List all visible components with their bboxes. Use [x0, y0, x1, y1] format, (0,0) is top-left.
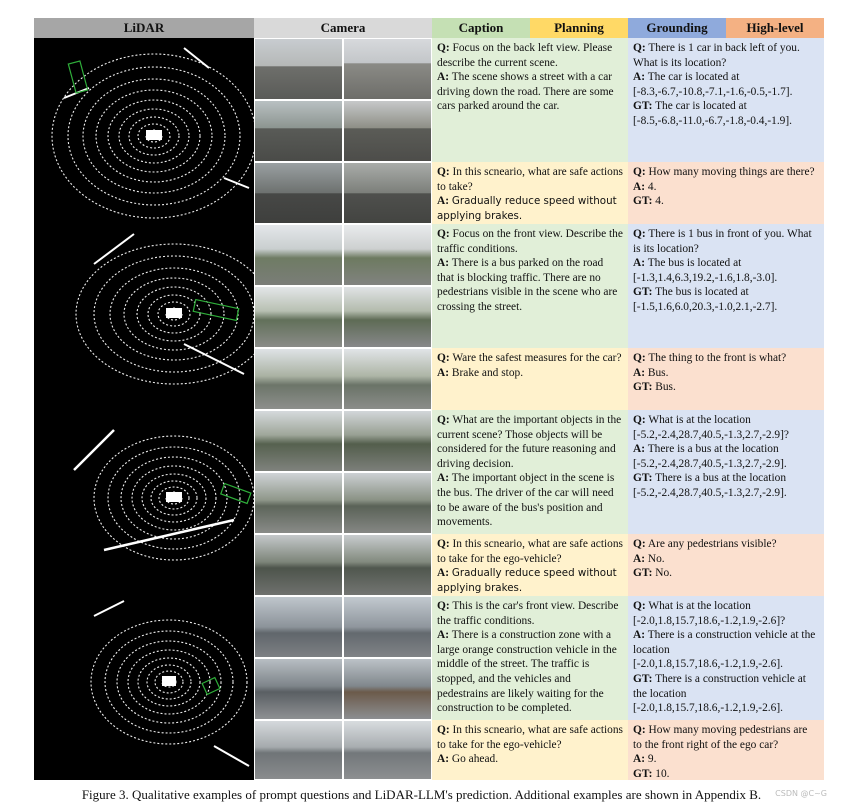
- camera-image: [254, 410, 343, 472]
- answer-text: The car is located at [-8.3,-6.7,-10.8,-7.1,-1.6,-0.5,-1.7].: [633, 71, 793, 98]
- question-label: Q:: [633, 724, 646, 736]
- caption-cell: [432, 596, 628, 720]
- ground-truth-label: GT:: [633, 567, 653, 580]
- planning-cell: [432, 348, 628, 410]
- planning-cell: [432, 720, 628, 780]
- header-highlevel: High-level: [726, 18, 824, 38]
- answer-text: 9.: [647, 753, 657, 766]
- lidar-panel-3: [34, 410, 254, 596]
- question-label: Q:: [437, 600, 450, 612]
- question-label: Q:: [437, 538, 450, 550]
- question-text: The thing to the front is what?: [648, 352, 787, 364]
- ground-truth-text: There is a bus at the location [-5.2,-2.4,28.7,40.5,-1.3,2.7,-2.9].: [633, 472, 787, 499]
- grounding-cell: [628, 224, 824, 348]
- question-label: Q:: [437, 166, 450, 178]
- lidar-scan-icon: [34, 38, 254, 224]
- lidar-scan-icon: [34, 410, 254, 596]
- camera-image: [343, 224, 432, 286]
- answer-label: A:: [437, 71, 450, 84]
- answer-text: Gradually reduce speed without applying brakes.: [437, 567, 617, 594]
- ground-truth-label: GT:: [633, 381, 653, 394]
- ground-truth-text: The car is located at [-8.5,-6.8,-11.0,-6.7,-1.8,-0.4,-1.9].: [633, 100, 793, 127]
- header-lidar: LiDAR: [34, 18, 254, 38]
- camera-image: [254, 472, 343, 534]
- question-label: Q:: [633, 414, 646, 426]
- camera-image: [343, 286, 432, 348]
- question-text: There is 1 bus in front of you. What is its location?: [633, 228, 812, 255]
- question-text: What is at the location [-5.2,-2.4,28.7,40.5,-1.3,2.7,-2.9]?: [633, 414, 789, 441]
- camera-image: [254, 534, 343, 596]
- answer-label: A:: [633, 753, 646, 766]
- lidar-panel-4: [34, 596, 254, 780]
- caption-cell: [432, 410, 628, 534]
- answer-text: The scene shows a street with a car driving down the road. There are some cars parked around the car.: [437, 71, 614, 113]
- camera-image: [343, 472, 432, 534]
- question-label: Q:: [633, 352, 646, 364]
- question-label: Q:: [437, 42, 450, 54]
- question-text: Focus on the back left view. Please describe the current scene.: [437, 42, 613, 69]
- highlevel-cell: [628, 720, 824, 780]
- camera-image: [343, 38, 432, 100]
- camera-image: [343, 348, 432, 410]
- answer-label: A:: [437, 195, 450, 208]
- answer-text: There is a bus parked on the road that is blocking traffic. There are no pedestrians visible in the scene who are crossing the street.: [437, 257, 618, 313]
- camera-image: [343, 162, 432, 224]
- question-text: What are the important objects in the current scene? Those objects will be considered for the future reasoning and driving decision.: [437, 414, 622, 470]
- question-text: In this scneario, what are safe actions to take for the ego-vehicle?: [437, 538, 623, 565]
- ground-truth-label: GT:: [633, 767, 653, 780]
- ground-truth-label: GT:: [633, 100, 653, 113]
- lidar-scan-icon: [34, 596, 254, 780]
- header-planning: Planning: [530, 18, 628, 38]
- answer-label: A:: [633, 257, 646, 270]
- question-label: Q:: [633, 538, 646, 550]
- answer-text: Gradually reduce speed without applying brakes.: [437, 195, 617, 222]
- question-text: What is at the location [-2.0,1.8,15.7,18.6,-1.2,1.9,-2.6]?: [633, 600, 786, 627]
- question-label: Q:: [437, 724, 450, 736]
- answer-label: A:: [633, 71, 646, 84]
- camera-image: [254, 658, 343, 720]
- question-text: There is 1 car in back left of you. What is its location?: [633, 42, 800, 69]
- lidar-panel-1: [34, 38, 254, 224]
- answer-text: 4.: [647, 180, 657, 193]
- answer-label: A:: [633, 366, 646, 379]
- question-label: Q:: [633, 166, 646, 178]
- answer-text: There is a construction zone with a large orange construction vehicle in the middle of the street. The traffic is stopped, and the vehicles and pedestrains are likely waiting for the construction to be completed.: [437, 629, 617, 715]
- camera-image: [343, 100, 432, 162]
- camera-image: [343, 596, 432, 658]
- answer-text: The important object in the scene is the bus. The driver of the car will need to be aware of the bus's position and movements.: [437, 472, 615, 529]
- highlevel-cell: [628, 162, 824, 224]
- question-text: Focus on the front view. Describe the traffic conditions.: [437, 228, 623, 255]
- answer-label: A:: [633, 552, 646, 565]
- highlevel-cell: [628, 534, 824, 596]
- question-label: Q:: [437, 352, 450, 364]
- question-label: Q:: [633, 42, 646, 54]
- answer-label: A:: [437, 629, 450, 642]
- question-text: This is the car's front view. Describe the traffic conditions.: [437, 600, 619, 627]
- ground-truth-label: GT:: [633, 195, 653, 208]
- answer-label: A:: [437, 753, 450, 766]
- question-text: Ware the safest measures for the car?: [452, 352, 622, 364]
- question-label: Q:: [633, 228, 646, 240]
- question-text: How many moving things are there?: [648, 166, 815, 178]
- ground-truth-label: GT:: [633, 286, 653, 299]
- header-caption: Caption: [432, 18, 530, 38]
- answer-label: A:: [437, 472, 450, 485]
- lidar-scan-icon: [34, 224, 254, 410]
- header-camera: Camera: [254, 18, 432, 38]
- caption-cell: [432, 38, 628, 162]
- answer-label: A:: [633, 629, 646, 642]
- planning-cell: [432, 162, 628, 224]
- question-text: Are any pedestrians visible?: [647, 538, 777, 550]
- ground-truth-text: The bus is located at [-1.5,1.6,6.0,20.3,-1.0,2.1,-2.7].: [633, 286, 778, 313]
- ground-truth-text: Bus.: [655, 381, 676, 394]
- answer-text: Go ahead.: [451, 753, 499, 766]
- question-label: Q:: [633, 600, 646, 612]
- answer-text: No.: [647, 552, 665, 565]
- question-text: In this scneario, what are safe actions to take?: [437, 166, 623, 193]
- header-grounding: Grounding: [628, 18, 726, 38]
- lidar-panel-2: [34, 224, 254, 410]
- ground-truth-label: GT:: [633, 472, 653, 485]
- question-label: Q:: [437, 228, 450, 240]
- question-text: How many moving pedestrians are to the front right of the ego car?: [633, 724, 808, 751]
- camera-image: [343, 410, 432, 472]
- camera-image: [254, 596, 343, 658]
- answer-label: A:: [437, 257, 450, 270]
- answer-label: A:: [437, 567, 450, 580]
- answer-label: A:: [437, 366, 450, 379]
- question-label: Q:: [437, 414, 450, 426]
- camera-image: [254, 162, 343, 224]
- camera-image: [254, 286, 343, 348]
- highlevel-cell: [628, 348, 824, 410]
- camera-image: [343, 658, 432, 720]
- answer-text: The bus is located at [-1.3,1.4,6.3,19.2,-1.6,1.8,-3.0].: [633, 257, 778, 284]
- figure-caption: Figure 3. Qualitative examples of prompt questions and LiDAR-LLM's prediction. Additional examples are shown in Appendix B.: [81, 787, 762, 802]
- camera-image: [254, 720, 343, 780]
- answer-text: There is a construction vehicle at the location [-2.0,1.8,15.7,18.6,-1.2,1.9,-2.6].: [633, 629, 816, 671]
- grounding-cell: [628, 410, 824, 534]
- answer-label: A:: [633, 443, 646, 456]
- ground-truth-label: GT:: [633, 672, 653, 685]
- camera-image: [254, 348, 343, 410]
- caption-cell: [432, 224, 628, 348]
- camera-image: [254, 100, 343, 162]
- watermark: CSDN @C~G: [775, 789, 827, 798]
- answer-text: Bus.: [647, 366, 669, 379]
- camera-image: [343, 534, 432, 596]
- grounding-cell: [628, 38, 824, 162]
- planning-cell: [432, 534, 628, 596]
- answer-text: There is a bus at the location [-5.2,-2.4,28.7,40.5,-1.3,2.7,-2.9].: [633, 443, 787, 470]
- question-text: In this scneario, what are safe actions to take for the ego-vehicle?: [437, 724, 623, 751]
- camera-image: [254, 224, 343, 286]
- ground-truth-text: 4.: [655, 195, 664, 208]
- grounding-cell: [628, 596, 824, 720]
- camera-image: [254, 38, 343, 100]
- answer-text: Brake and stop.: [451, 366, 524, 379]
- ground-truth-text: There is a construction vehicle at the location [-2.0,1.8,15.7,18.6,-1.2,1.9,-2.6].: [633, 672, 806, 715]
- camera-image: [343, 720, 432, 780]
- ground-truth-text: No.: [655, 567, 673, 580]
- answer-label: A:: [633, 180, 646, 193]
- ground-truth-text: 10.: [655, 767, 670, 780]
